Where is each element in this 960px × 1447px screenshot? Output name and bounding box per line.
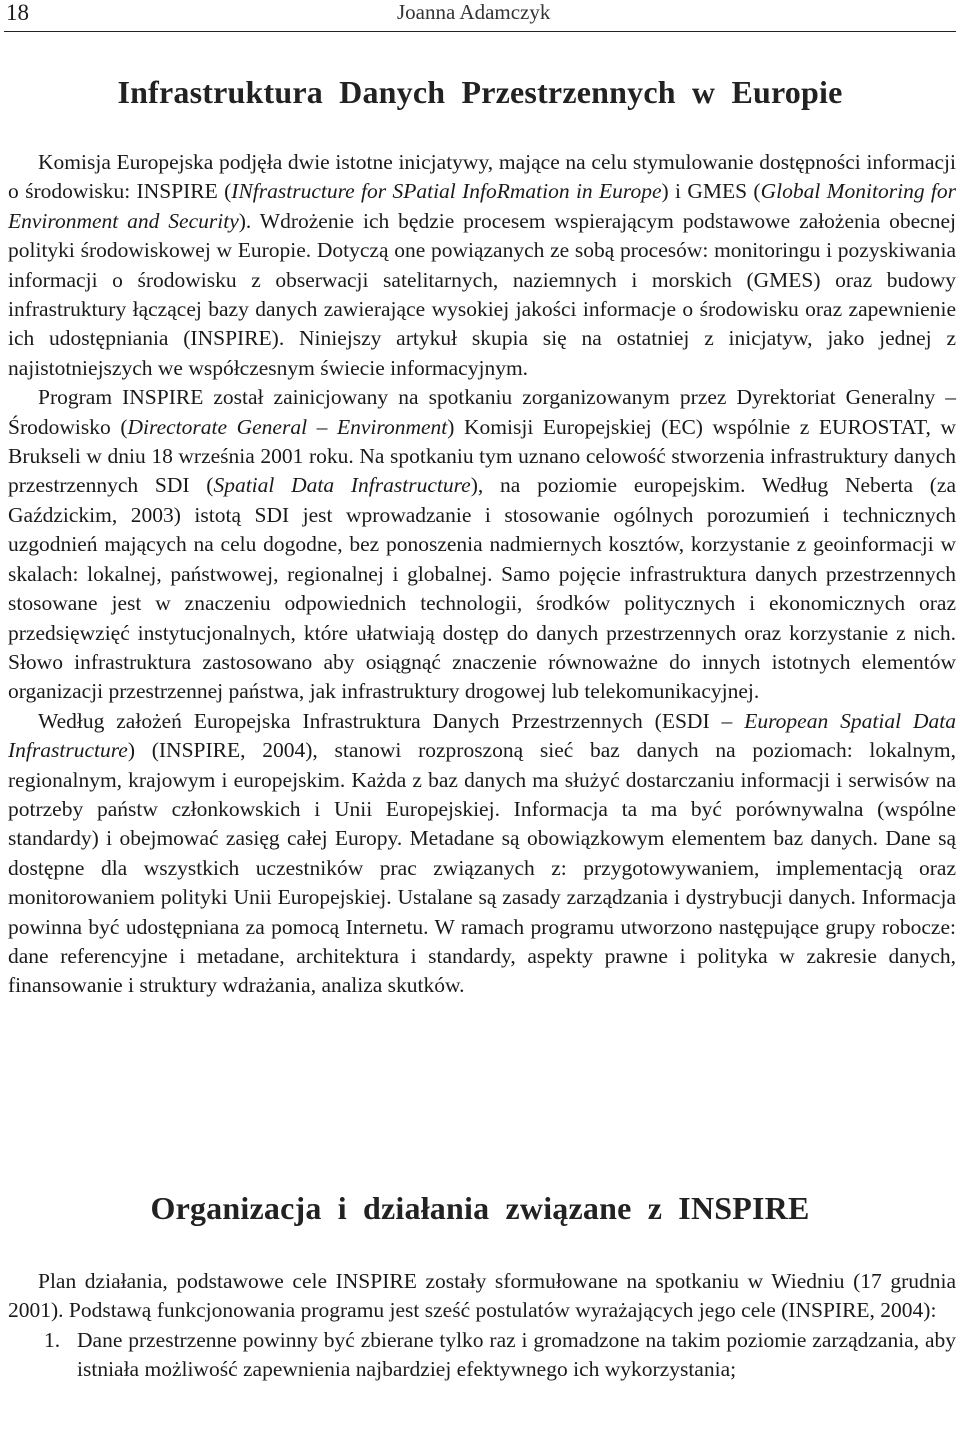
- italic-term: Spatial Data Infrastructure: [213, 473, 471, 498]
- text-run: ), na poziomie europejskim. Według Neberta (za Gaździckim, 2003) istotą SDI jest wprowadzanie i stosowanie ogólnych porozumień i technicznych uzgodnień mających na celu dogodne, bez ponoszenia nadmiernych kosztów, korzystanie z geoinformacji w skalach: lokalnej, państwowej, regionalnej i globalnej. Samo pojęcie infrastruktura danych przestrzennych stosowane jest w znaczeniu odpowiednich technologii, środków politycznych i ekonomicznych oraz przedsięwzięć instytucjonalnych, które ułatwiają dostęp do danych przestrzennych oraz korzystanie z nich. Słowo infrastruktura zastosowano aby osiągnąć znaczenie równoważne do innych istotnych elementów organizacji przestrzennej państwa, jak infrastruktury drogowej lub telekomunikacyjnej.: [8, 473, 956, 704]
- text-run: Według założeń Europejska Infrastruktura Danych Przestrzennych (ESDI –: [38, 708, 745, 733]
- list-item-number: 1.: [44, 1327, 61, 1352]
- italic-term: Global Monitoring for Environment and Security: [8, 179, 957, 233]
- paragraph: [8, 148, 956, 383]
- text-run: ). Wdrożenie ich będzie procesem wspierającym podstawowe założenia obecnej polityki środowiskowej w Europie. Dotyczą one powiązanych ze sobą procesów: monitoringu i pozyskiwania informacji o środowisku z obserwacji satelitarnych, naziemnych i morskich (GMES) oraz budowy infrastruktury łączącej bazy danych zawierające wysokiej jakości informacje o środowisku oraz zapewnienie ich udostępniania (INSPIRE). Niniejszy artykuł skupia się na ostatniej z inicjatyw, jako jednej z najistotniejszych we współczesnym świecie informacyjnym.: [8, 208, 956, 380]
- paragraph: Plan działania, podstawowe cele INSPIRE zostały sformułowane na spotkaniu w Wiedniu (17 grudnia 2001). Podstawą funkcjonowania programu jest sześć postulatów wyrażających jego cele (INSPIRE, 2004):: [8, 1269, 956, 1323]
- postulates-list: [8, 1326, 956, 1385]
- list-item-text: Dane przestrzenne powinny być zbierane tylko raz i gromadzone na takim poziomie zarządzania, aby istniała możliwość zapewnienia najbardziej efektywnego ich wykorzystania;: [77, 1327, 956, 1382]
- text-run: ) (INSPIRE, 2004), stanowi rozproszoną sieć baz danych na poziomach: lokalnym, regionalnym, krajowym i europejskim. Każda z baz danych ma służyć dostarczaniu informacji i serwisów na potrzeby państw członkowskich i Unii Europejskiej. Informacja ta ma być porównywalna (wspólne standardy) i obejmować zasięg całej Europy. Metadane są obowiązkowym elementem baz danych. Dane są dostępne dla wszystkich uczestników prac związanych z: przygotowywaniem, implementacją oraz monitorowaniem polityki Unii Europejskiej. Ustalane są zasady zarządzania i dystrybucji danych. Informacja powinna być udostępniana za pomocą Internetu. W ramach programu utworzono następujące grupy robocze: dane referencyjne i metadane, architektura i standardy, aspekty prawne i polityka w zakresie danych, finansowanie i struktury wdrażania, analiza skutków.: [8, 738, 956, 998]
- list-item: [8, 1326, 956, 1385]
- text-run: Komisja Europejska podjęła dwie istotne inicjatywy, mające na celu stymulowanie dostępności informacji o środowisku: INSPIRE (: [8, 150, 956, 204]
- italic-term: European Spatial Data Infrastructure: [8, 708, 956, 763]
- section-body-organizacja: [8, 1267, 956, 1385]
- section-body-infrastruktura: [8, 148, 956, 1001]
- page-header: [0, 0, 960, 36]
- text-run: ) i GMES (: [661, 179, 761, 204]
- section-title-infrastruktura: Infrastruktura Danych Przestrzennych w Europie: [117, 74, 843, 110]
- page-number: 18: [6, 0, 29, 25]
- paragraph: [8, 383, 956, 706]
- text-run: Program INSPIRE został zainicjowany na spotkaniu zorganizowanym przez Dyrektoriat Generalny – Środowisko (: [8, 385, 956, 439]
- running-head-author: Joanna Adamczyk: [397, 0, 551, 24]
- header-rule: [4, 31, 956, 32]
- italic-term: INfrastructure for SPatial InfoRmation in Europe: [231, 179, 662, 204]
- section-title-organizacja: Organizacja i działania związane z INSPIRE: [150, 1190, 810, 1226]
- paragraph: [8, 707, 956, 1001]
- italic-term: Directorate General – Environment: [127, 414, 448, 439]
- text-run: ) Komisji Europejskiej (EC) wspólnie z EUROSTAT, w Brukseli w dniu 18 września 2001 roku. Na spotkaniu tym uznano celowość stworzenia infrastruktury danych przestrzennych SDI (: [8, 414, 956, 498]
